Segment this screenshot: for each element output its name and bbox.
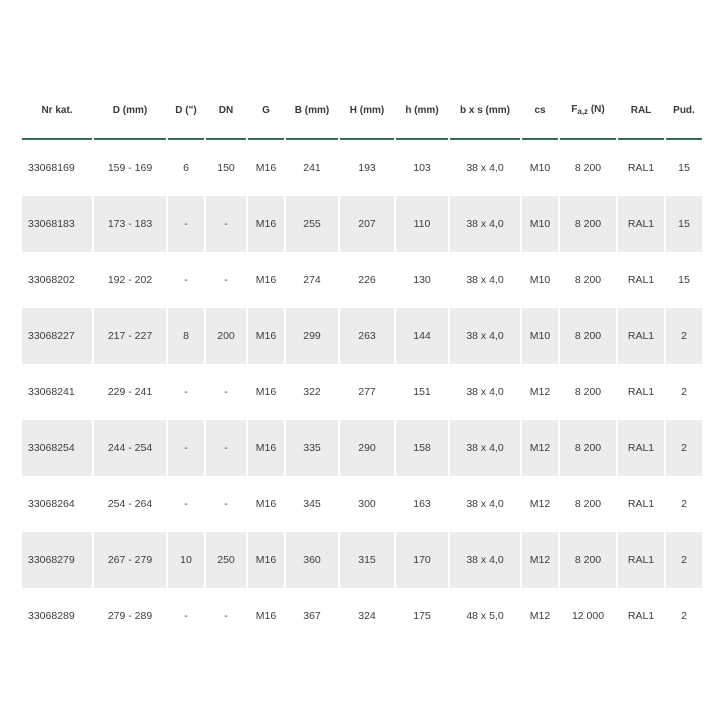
cell-width-b: 274 [303, 274, 321, 286]
cell-height-H: 193 [358, 162, 376, 174]
cell-diameter-inch: - [184, 274, 188, 286]
cell-nominal-diameter: 200 [206, 308, 246, 364]
cell-thread: M16 [248, 196, 284, 252]
cell-height-h: 163 [413, 498, 431, 510]
cell-thread: M16 [255, 610, 277, 622]
cell-catalog-number: 33068241 [28, 386, 75, 398]
cell-height-H: 263 [340, 308, 394, 364]
table-row [22, 532, 702, 588]
cell-force: 8 200 [574, 386, 602, 398]
cell-diameter-mm: 267 - 279 [94, 532, 166, 588]
cell-nominal-diameter: - [224, 386, 228, 398]
cell-nominal-diameter: - [206, 420, 246, 476]
cell-thread: M16 [255, 274, 277, 286]
cell-band-size: 38 x 4,0 [466, 498, 504, 510]
cell-height-h: 110 [396, 196, 448, 252]
cell-thread: M16 [255, 162, 277, 174]
cell-diameter-mm: 229 - 241 [107, 386, 153, 398]
column-header-force [560, 82, 616, 140]
cell-force: 8 200 [574, 162, 602, 174]
cell-package-qty: 15 [678, 274, 690, 286]
cell-catalog-number: 33068264 [28, 498, 75, 510]
cell-band-size: 38 x 4,0 [466, 386, 504, 398]
cell-height-h: 103 [413, 162, 431, 174]
cell-diameter-inch: 6 [183, 162, 189, 174]
column-header: D (") [168, 82, 204, 140]
cell-band-size: 38 x 4,0 [466, 274, 504, 286]
cell-nominal-diameter: - [224, 610, 228, 622]
cell-package-qty: 15 [666, 196, 702, 252]
column-header: RAL [618, 82, 664, 140]
cell-height-h: 175 [413, 610, 431, 622]
cell-diameter-mm: 173 - 183 [94, 196, 166, 252]
cell-ral: RAL1 [618, 420, 664, 476]
cell-nominal-diameter: - [224, 498, 228, 510]
cell-package-qty: 2 [681, 386, 687, 398]
cell-ral: RAL1 [627, 498, 655, 510]
table-row [22, 308, 702, 364]
cell-width-b: 322 [303, 386, 321, 398]
column-header: H (mm) [340, 82, 394, 140]
cell-band-size: 38 x 4,0 [450, 308, 520, 364]
cell-height-h: 158 [396, 420, 448, 476]
cell-screw-size: M12 [529, 498, 551, 510]
cell-package-qty: 2 [666, 420, 702, 476]
column-header: b x s (mm) [450, 82, 520, 140]
cell-force: 8 200 [560, 532, 616, 588]
cell-band-size: 38 x 4,0 [450, 196, 520, 252]
table-row [22, 476, 702, 532]
cell-height-H: 207 [340, 196, 394, 252]
cell-width-b: 335 [286, 420, 338, 476]
cell-ral: RAL1 [618, 308, 664, 364]
column-header: G [248, 82, 284, 140]
cell-diameter-mm: 254 - 264 [107, 498, 153, 510]
cell-thread: M16 [248, 532, 284, 588]
table-row [22, 588, 702, 644]
column-header: cs [522, 82, 558, 140]
cell-screw-size: M12 [529, 386, 551, 398]
cell-thread: M16 [255, 386, 277, 398]
cell-package-qty: 2 [666, 308, 702, 364]
spec-table [20, 82, 704, 644]
cell-diameter-mm: 244 - 254 [94, 420, 166, 476]
table-row [22, 364, 702, 420]
cell-nominal-diameter: - [224, 274, 228, 286]
header-row [22, 82, 702, 140]
cell-catalog-number: 33068202 [28, 274, 75, 286]
cell-package-qty: 2 [681, 610, 687, 622]
table-row [22, 252, 702, 308]
cell-height-h: 151 [413, 386, 431, 398]
cell-screw-size: M12 [522, 532, 558, 588]
cell-height-h: 130 [413, 274, 431, 286]
cell-diameter-mm: 159 - 169 [107, 162, 153, 174]
cell-width-b: 360 [286, 532, 338, 588]
cell-force: 8 200 [574, 498, 602, 510]
column-header: h (mm) [396, 82, 448, 140]
column-header: D (mm) [94, 82, 166, 140]
column-header: Nr kat. [22, 82, 92, 140]
table-body [22, 140, 702, 644]
cell-screw-size: M10 [529, 162, 551, 174]
cell-catalog-number: 33068279 [22, 532, 92, 588]
cell-diameter-inch: - [184, 386, 188, 398]
cell-band-size: 48 x 5,0 [466, 610, 504, 622]
cell-force: 8 200 [560, 196, 616, 252]
cell-diameter-inch: - [184, 498, 188, 510]
cell-width-b: 367 [303, 610, 321, 622]
cell-diameter-inch: - [184, 610, 188, 622]
cell-thread: M16 [248, 420, 284, 476]
cell-ral: RAL1 [618, 532, 664, 588]
column-header: B (mm) [286, 82, 338, 140]
cell-diameter-inch: - [168, 196, 204, 252]
cell-catalog-number: 33068254 [22, 420, 92, 476]
table-row [22, 420, 702, 476]
cell-package-qty: 2 [666, 532, 702, 588]
cell-ral: RAL1 [627, 610, 655, 622]
cell-width-b: 255 [286, 196, 338, 252]
cell-height-H: 226 [358, 274, 376, 286]
cell-height-H: 324 [358, 610, 376, 622]
cell-nominal-diameter: 150 [217, 162, 235, 174]
cell-force: 8 200 [560, 308, 616, 364]
force-symbol: F [571, 104, 578, 115]
cell-ral: RAL1 [627, 386, 655, 398]
cell-ral: RAL1 [627, 274, 655, 286]
cell-band-size: 38 x 4,0 [450, 420, 520, 476]
cell-ral: RAL1 [618, 196, 664, 252]
force-subscript: a,z [577, 107, 589, 116]
cell-diameter-mm: 192 - 202 [107, 274, 153, 286]
cell-ral: RAL1 [627, 162, 655, 174]
cell-force: 12 000 [571, 610, 605, 622]
table-row [22, 140, 702, 196]
cell-screw-size: M12 [529, 610, 551, 622]
cell-catalog-number: 33068289 [28, 610, 75, 622]
cell-thread: M16 [255, 498, 277, 510]
force-unit: (N) [588, 104, 605, 115]
cell-thread: M16 [248, 308, 284, 364]
cell-diameter-mm: 217 - 227 [94, 308, 166, 364]
cell-force: 8 200 [574, 274, 602, 286]
cell-height-h: 170 [396, 532, 448, 588]
cell-band-size: 38 x 4,0 [466, 162, 504, 174]
cell-screw-size: M10 [522, 196, 558, 252]
cell-catalog-number: 33068169 [28, 162, 75, 174]
cell-width-b: 345 [303, 498, 321, 510]
cell-diameter-inch: 10 [168, 532, 204, 588]
cell-screw-size: M10 [529, 274, 551, 286]
column-header: Pud. [666, 82, 702, 140]
cell-screw-size: M12 [522, 420, 558, 476]
cell-height-H: 315 [340, 532, 394, 588]
cell-height-h: 144 [396, 308, 448, 364]
cell-package-qty: 15 [678, 162, 690, 174]
cell-width-b: 241 [303, 162, 321, 174]
cell-nominal-diameter: 250 [206, 532, 246, 588]
cell-diameter-inch: 8 [168, 308, 204, 364]
cell-diameter-inch: - [168, 420, 204, 476]
cell-width-b: 299 [286, 308, 338, 364]
cell-package-qty: 2 [681, 498, 687, 510]
cell-catalog-number: 33068183 [22, 196, 92, 252]
cell-catalog-number: 33068227 [22, 308, 92, 364]
cell-band-size: 38 x 4,0 [450, 532, 520, 588]
cell-height-H: 277 [358, 386, 376, 398]
cell-diameter-mm: 279 - 289 [107, 610, 153, 622]
cell-height-H: 290 [340, 420, 394, 476]
cell-screw-size: M10 [522, 308, 558, 364]
cell-force: 8 200 [560, 420, 616, 476]
cell-height-H: 300 [358, 498, 376, 510]
column-header: DN [206, 82, 246, 140]
table-row [22, 196, 702, 252]
cell-nominal-diameter: - [206, 196, 246, 252]
